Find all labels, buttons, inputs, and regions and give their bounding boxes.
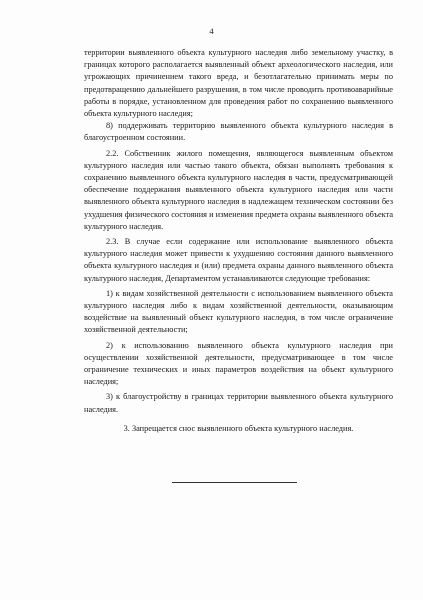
- page-number: 4: [209, 26, 214, 36]
- paragraph-3: 3. Запрещается снос выявленного объекта культурного наследия.: [123, 423, 354, 433]
- document-body: [84, 47, 393, 435]
- paragraph-2-2: 2.2. Собственник жилого помещения, являющегося выявленным объектом культурного наследия или частью такого объекта, обязан выполнять требования к сохранению выявленного объекта культурного наследия в части, предусматривающей обеспечение поддержания выявленного объекта культурного наследия или части выявленного объекта культурного наследия в надлежащем техническом состоянии без ухудшения физического состояния и изменения предмета охраны выявленного объекта культурного наследия.: [84, 148, 393, 231]
- paragraph-item-8: 8) поддерживать территорию выявленного объекта культурного наследия в благоустроенном состоянии.: [84, 121, 393, 143]
- paragraph-continuation: территории выявленного объекта культурного наследия либо земельному участку, в границах которого располагается выявленный объект археологического наследия, или угрожающих причинением такого вреда, и безотлагательно принимать меры по предотвращению дальнейшего разрушения, в том числе проводить противоаварийные работы в порядке, установленном для проведения работ по сохранению выявленного объекта культурного наследия;: [84, 48, 393, 119]
- paragraph-2-3: 2.3. В случае если содержание или использование выявленного объекта культурного наследия может привести к ухудшению состояния данного выявленного объекта культурного наследия и (или) предмета охраны данного выявленного объекта культурного наследия, Департаментом устанавливаются следующие требования:: [84, 237, 393, 283]
- paragraph-requirement-2: 2) к использованию выявленного объекта культурного наследия при осуществлении хозяйственной деятельности, предусматривающее в том числе ограничение технических и иных параметров воздействия на объект культурного наследия;: [84, 340, 393, 387]
- closing-rule: [172, 482, 297, 483]
- paragraph-requirement-1: 1) к видам хозяйственной деятельности с использованием выявленного объекта культурного наследия либо к видам хозяйственной деятельности, оказывающим воздействие на выявленный объект культурного наследия, в том числе ограничение хозяйственной деятельности;: [84, 288, 393, 335]
- paragraph-requirement-3: 3) к благоустройству в границах территории выявленного объекта культурного наследия.: [84, 392, 393, 414]
